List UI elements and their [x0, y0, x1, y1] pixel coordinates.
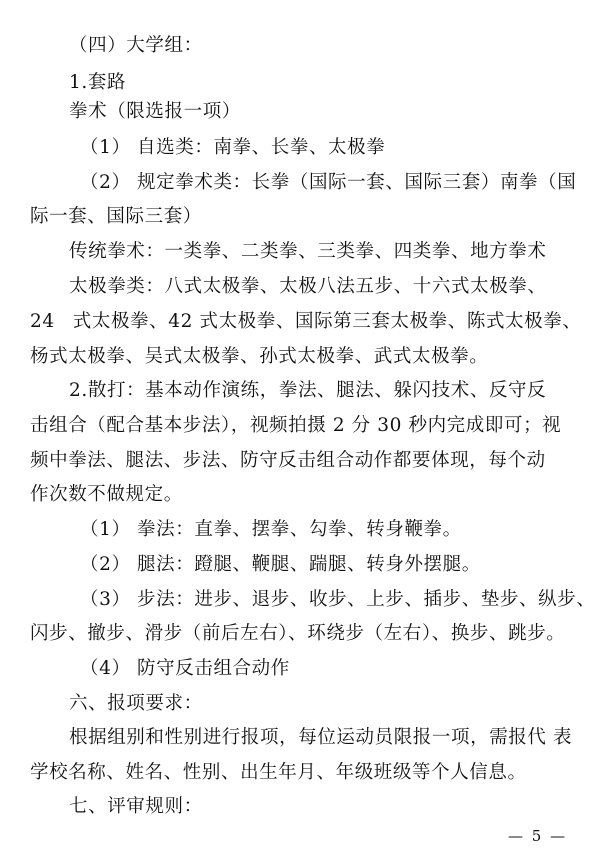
paragraph-text: 式太极拳、42 式太极拳、国际第三套太极拳、陈式太极拳、: [72, 311, 582, 332]
list-item-punches: （1） 拳法：直拳、摆拳、勾拳、转身鞭拳。: [80, 519, 462, 540]
paragraph-line: 际一套、国际三套）: [30, 206, 202, 227]
list-item-counterattack: （4） 防守反击组合动作: [80, 658, 290, 679]
list-item-kicks: （2） 腿法：蹬腿、鞭腿、踹腿、转身外摆腿。: [80, 554, 481, 575]
paragraph-line: 频中拳法、腿法、步法、防守反击组合动作都要体现，每个动: [30, 450, 546, 471]
page-number: — 5 —: [508, 827, 568, 845]
section-heading-registration: 六、报项要求：: [69, 693, 203, 714]
paragraph-line: [30, 310, 582, 334]
subsection-routine: 1.套路: [69, 72, 127, 93]
paragraph-line: 作次数不做规定。: [30, 484, 183, 505]
list-item-required: （2） 规定拳术类：长拳（国际一套、国际三套）南拳（国: [80, 172, 577, 193]
list-item-footwork: （3） 步法：进步、退步、收步、上步、插步、垫步、纵步、: [80, 589, 596, 610]
paragraph-line: 杨式太极拳、吴式太极拳、孙式太极拳、武式太极拳。: [30, 346, 489, 367]
paragraph-line: 闪步、撤步、滑步（前后左右）、环绕步（左右）、换步、跳步。: [30, 623, 566, 644]
list-item-freestyle: （1） 自选类：南拳、长拳、太极拳: [80, 137, 386, 158]
subsection-sanda: 2.散打：基本动作演练，拳法、腿法、躲闪技术、反守反: [69, 380, 547, 401]
paragraph-line: 传统拳术：一类拳、二类拳、三类拳、四类拳、地方拳术: [69, 241, 547, 262]
line-number-prefix: 24: [30, 311, 55, 332]
paragraph-line: 击组合（配合基本步法），视频拍摄 2 分 30 秒内完成即可；视: [30, 415, 562, 436]
section-heading-judging: 七、评审规则：: [69, 796, 203, 817]
section-heading-university-group: （四）大学组：: [69, 35, 203, 56]
paragraph-line: 学校名称、姓名、性别、出生年月、年级班级等个人信息。: [30, 762, 527, 783]
paragraph-line: 太极拳类：八式太极拳、太极八法五步、十六式太极拳、: [69, 276, 547, 297]
paragraph-line: 根据组别和性别进行报项，每位运动员限报一项，需报代 表: [69, 727, 573, 748]
paragraph-line: 拳术（限选报一项）: [69, 101, 241, 122]
